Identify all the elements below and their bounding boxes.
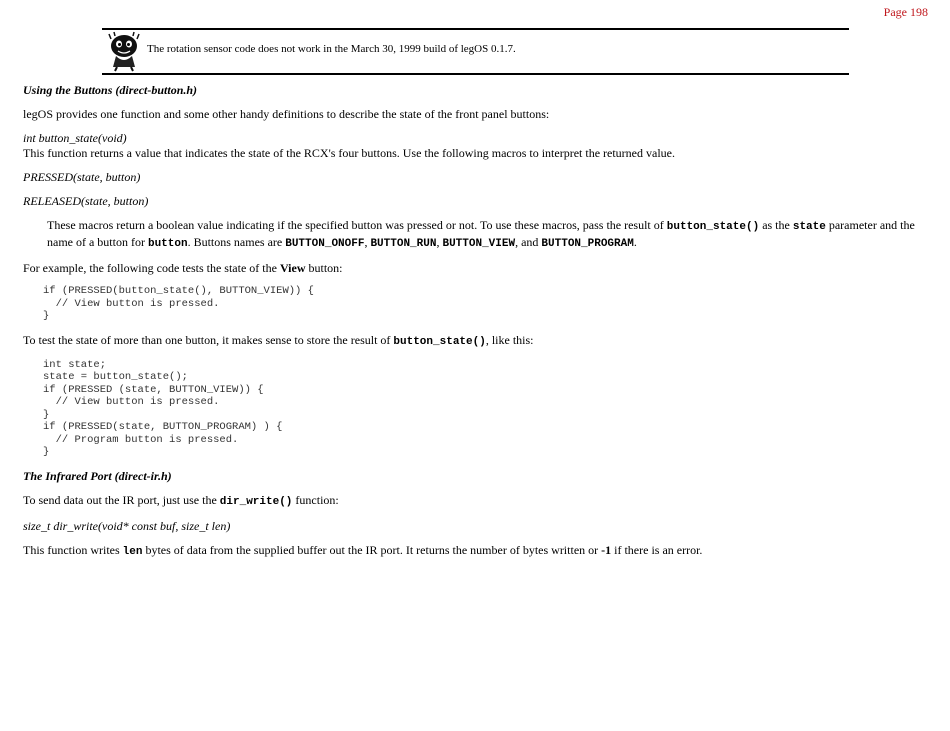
button-state-signature: int button_state(void) [23, 131, 127, 145]
code-block-multi-button: int state; state = button_state(); if (PRESSED (state, BUTTON_VIEW)) { // View button is pressed. } if (PRESSED(state, BUTTON_PROGRAM) ) { // Program button is pressed. } [43, 358, 283, 458]
section-heading-ir: The Infrared Port (direct-ir.h) [23, 468, 172, 483]
multi-button-intro: To test the state of more than one button, it makes sense to store the result of button_state(), like this: [23, 332, 534, 348]
buttons-intro: legOS provides one function and some other handy definitions to describe the state of the front panel buttons: [23, 107, 550, 121]
dir-write-signature: size_t dir_write(void* const buf, size_t len) [23, 518, 231, 533]
note-text: The rotation sensor code does not work in the March 30, 1999 build of legOS 0.1.7. [147, 43, 516, 55]
macro-description: These macros return a boolean value indicating if the specified button was pressed or not. To use these macros, pass the result of button_state() as the state parameter and the name of a button for button. Buttons names are BUTTON_ONOFF, BUTTON_RUN, BUTTON_VIEW, and BUTTON_PROGRAM. [47, 218, 915, 250]
button-state-description: This function returns a value that indicates the state of the RCX's four buttons. Use the following macros to interpret the returned value. [23, 146, 675, 160]
note-callout [102, 28, 849, 75]
page-number: Page 198 [883, 5, 928, 19]
code-block-view-button: if (PRESSED(button_state(), BUTTON_VIEW)) { // View button is pressed. } [43, 285, 314, 322]
document-body [23, 83, 933, 569]
section-heading-buttons: Using the Buttons (direct-button.h) [23, 83, 198, 97]
example-intro: For example, the following code tests the state of the View button: [23, 261, 343, 275]
ir-intro: To send data out the IR port, just use the dir_write() function: [23, 492, 339, 508]
pressed-macro-signature: PRESSED(state, button) [23, 170, 141, 184]
lego-mascot-warning-icon [105, 31, 143, 72]
released-macro-signature: RELEASED(state, button) [23, 194, 149, 208]
dir-write-description: This function writes len bytes of data from the supplied buffer out the IR port. It returns the number of bytes written or -1 if there is an error. [23, 542, 703, 558]
